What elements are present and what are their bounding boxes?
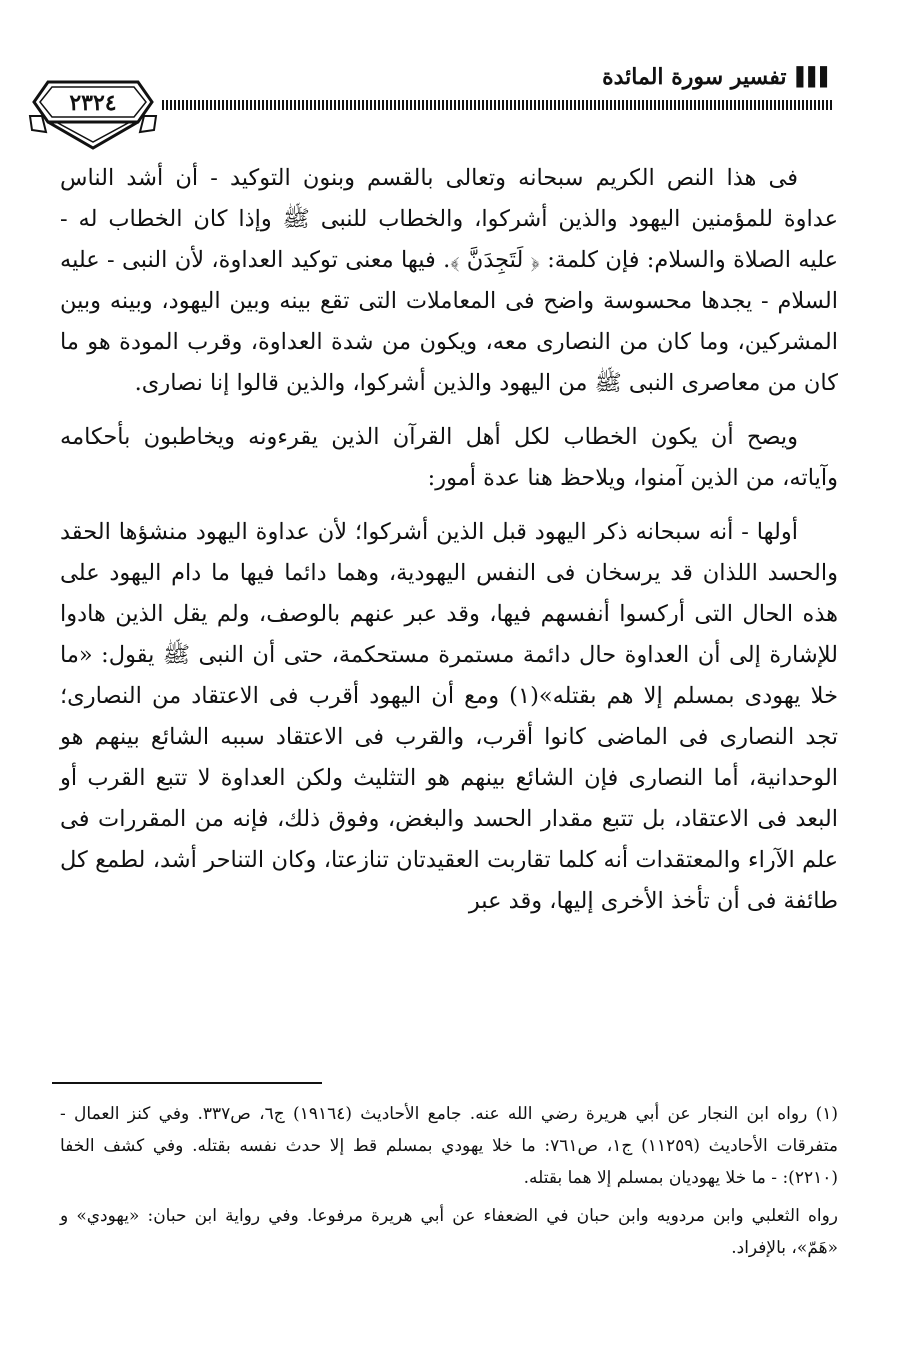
- footnotes-section: [60, 1082, 838, 1264]
- footnote-separator: [60, 1082, 838, 1084]
- header-dashed-rule: [160, 100, 832, 110]
- page-header: [28, 52, 832, 148]
- page-number-badge: [28, 72, 158, 152]
- book-title: تفسير سورة المائدة: [602, 64, 787, 90]
- running-title: [572, 60, 832, 94]
- paragraph: أولها - أنه سبحانه ذكر اليهود قبل الذين أشركوا؛ لأن عداوة اليهود منشؤها الحقد والحسد اللذان قد يرسخان فى النفس اليهودية، وهما دائما فيها ما دام اليهود على هذه الحال التى أركسوا أنفسهم فيها، وقد عبر عنهم بالوصف، ولم يقل الذين هادوا للإشارة إلى أن العداوة حال دائمة مستمرة مستحكمة، حتى أن النبى ﷺ يقول: «ما خلا يهودى بمسلم إلا هم بقتله»(١) ومع أن اليهود أقرب فى الاعتقاد من النصارى؛ تجد النصارى فى الماضى كانوا أقرب، والقرب فى الاعتقاد سببه الشائع بينهم هو الوحدانية، أما النصارى فإن الشائع بينهم هو التثليث ولكن العداوة لا تتبع القرب أو البعد فى الاعتقاد، بل تتبع مقدار الحسد والبغض، وفوق ذلك، فإنه من المقررات فى علم الآراء والمعتقدات أنه كلما تقاربت العقيدتان تنازعتا، وكان التناحر أشد، لطمع كل طائفة فى أن تأخذ الأخرى إليها، وقد عبر: [60, 519, 838, 914]
- paragraph: فى هذا النص الكريم سبحانه وتعالى بالقسم وبنون التوكيد - أن أشد الناس عداوة للمؤمنين اليهود والذين أشركوا، والخطاب للنبى ﷺ وإذا كان الخطاب له - عليه الصلاة والسلام: فإن كلمة: ﴿ لَتَجِدَنَّ ﴾. فيها معنى توكيد العداوة، لأن النبى - عليه السلام - يجدها محسوسة واضح فى المعاملات التى تقع بينه وبين اليهود، وبينه وبين المشركين، وما كان من النصارى معه، ويكون من شدة العداوة، وقرب المودة هو ما كان من معاصرى النبى ﷺ من اليهود والذين أشركوا، والذين قالوا إنا نصارى.: [60, 165, 839, 396]
- footnote-1: (١) رواه ابن النجار عن أبي هريرة رضي الله عنه. جامع الأحاديث (١٩١٦٤) ج٦، ص٣٣٧. وفي كنز العمال - متفرقات الأحاديث (١١٢٥٩) ج١، ص٧٦١: ما خلا يهودي بمسلم قط إلا حدث نفسه بقتله. وفي كشف الخفا (٢٢١٠): - ما خلا يهوديان بمسلم إلا هما بقتله.: [60, 1104, 838, 1188]
- footnote-continuation: رواه الثعلبي وابن مردويه وابن حبان في الضعفاء عن أبي هريرة مرفوعا. وفي رواية ابن حبان: «يهودي» و «هَمّ»، بالإفراد.: [60, 1206, 838, 1258]
- page-number: ٢٣٢٤: [69, 90, 117, 116]
- header-ornament-icon: ▌▌▌: [796, 66, 832, 88]
- paragraph: ويصح أن يكون الخطاب لكل أهل القرآن الذين يقرءونه ويخاطبون بأحكامه وآياته، من الذين آمنوا، ويلاحظ هنا عدة أمور:: [60, 424, 838, 491]
- body-text: [60, 158, 838, 935]
